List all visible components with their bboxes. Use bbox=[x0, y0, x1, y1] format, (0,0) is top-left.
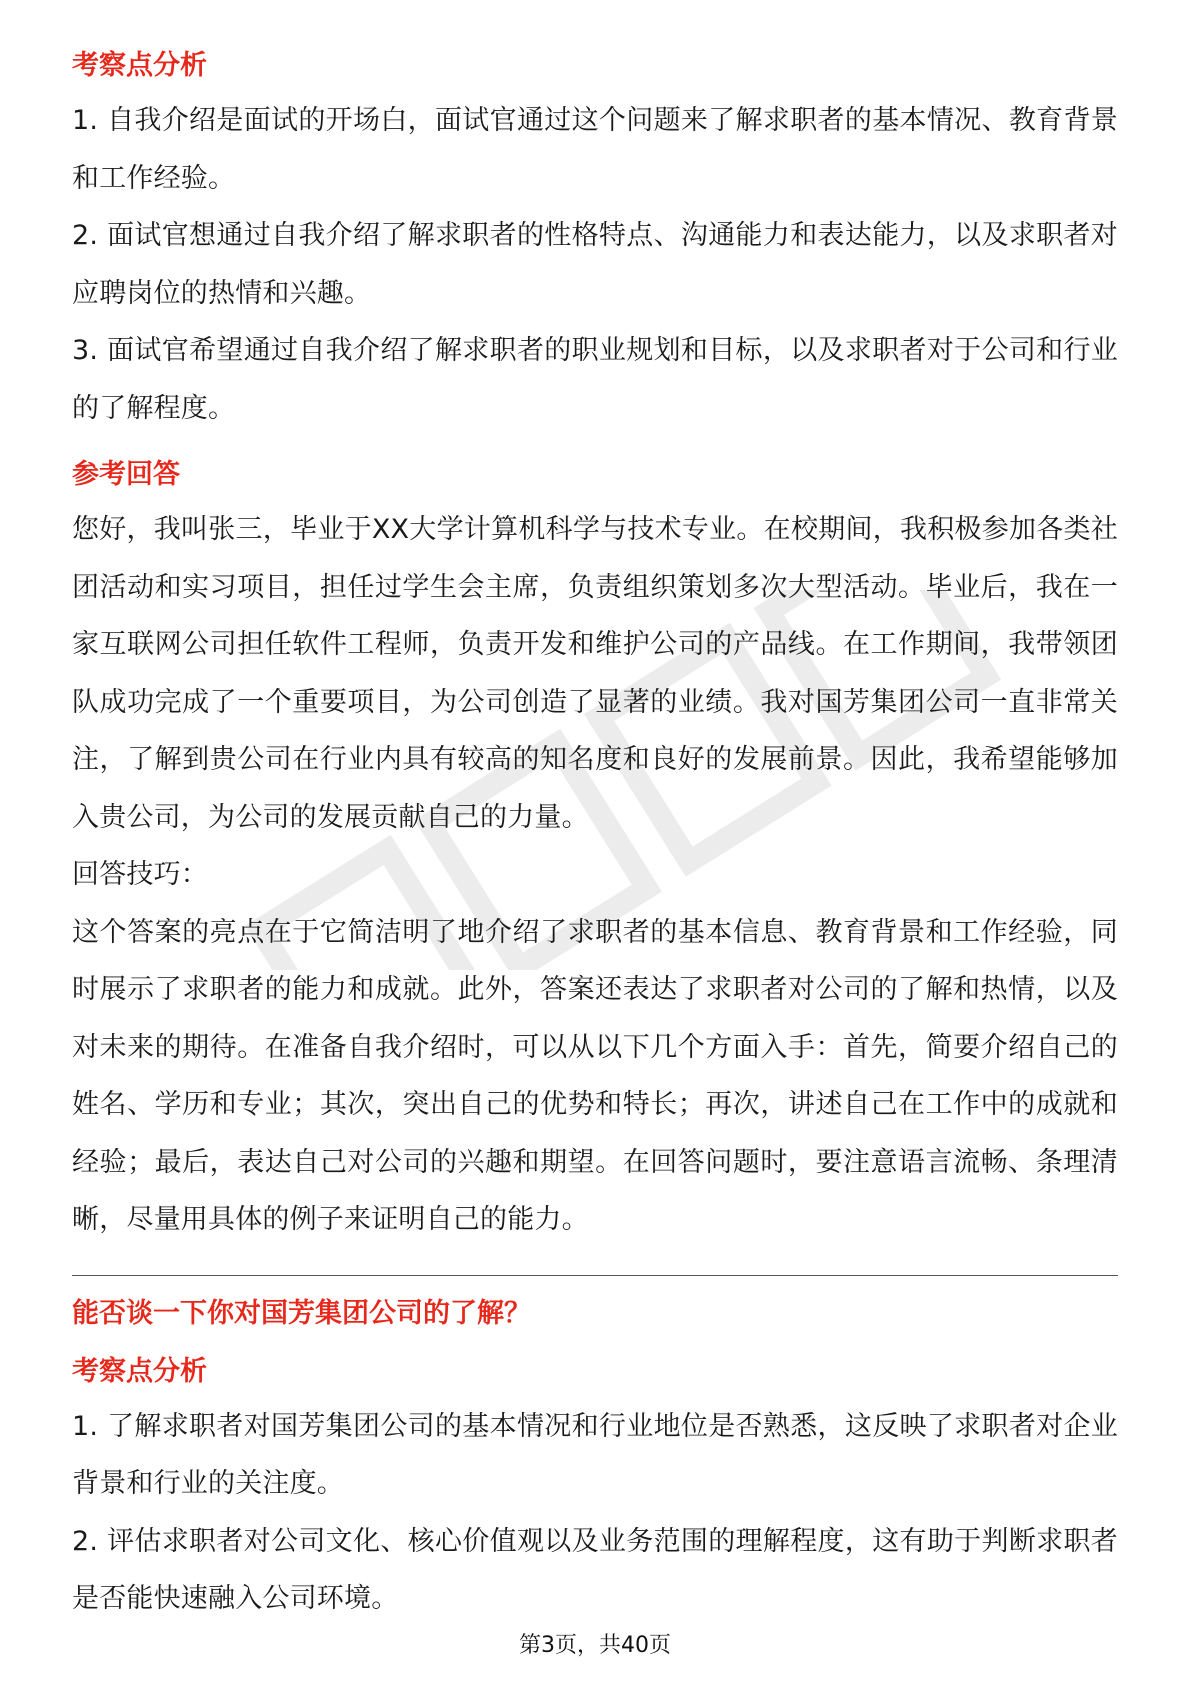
analysis-heading: 考察点分析 bbox=[72, 1355, 207, 1387]
analysis-item: 1. 了解求职者对国芳集团公司的基本情况和行业地位是否熟悉，这反映了求职者对企业背景和行业的关注度。 bbox=[72, 1410, 1118, 1499]
analysis-item: 3. 面试官希望通过自我介绍了解求职者的职业规划和目标，以及求职者对于公司和行业的了解程度。 bbox=[72, 335, 1118, 424]
tips-label: 回答技巧： bbox=[72, 859, 208, 890]
answer-text: 您好，我叫张三，毕业于XX大学计算机科学与技术专业。在校期间，我积极参加各类社团活动和实习项目，担任过学生会主席，负责组织策划多次大型活动。毕业后，我在一家互联网公司担任软件工程师，负责开发和维护公司的产品线。在工作期间，我带领团队成功完成了一个重要项目，为公司创造了显著的业绩。我对国芳集团公司一直非常关注，了解到贵公司在行业内具有较高的知名度和良好的发展前景。因此，我希望能够加入贵公司，为公司的发展贡献自己的力量。 bbox=[72, 514, 1118, 833]
answer-heading: 参考回答 bbox=[72, 459, 180, 490]
document-page bbox=[72, 46, 1118, 1628]
section-divider bbox=[72, 1275, 1118, 1276]
analysis-item: 1. 自我介绍是面试的开场白，面试官通过这个问题来了解求职者的基本情况、教育背景和工作经验。 bbox=[72, 105, 1118, 194]
analysis-heading: 考察点分析 bbox=[72, 50, 207, 81]
question-heading: 能否谈一下你对国芳集团公司的了解？ bbox=[72, 1297, 531, 1329]
analysis-item: 2. 面试官想通过自我介绍了解求职者的性格特点、沟通能力和表达能力，以及求职者对应聘岗位的热情和兴趣。 bbox=[72, 220, 1118, 309]
analysis-item: 2. 评估求职者对公司文化、核心价值观以及业务范围的理解程度，这有助于判断求职者是否能快速融入公司环境。 bbox=[72, 1525, 1118, 1614]
page-number: 第3页，共40页 bbox=[519, 1633, 671, 1658]
tips-text: 这个答案的亮点在于它简洁明了地介绍了求职者的基本信息、教育背景和工作经验，同时展示了求职者的能力和成就。此外，答案还表达了求职者对公司的了解和热情，以及对未来的期待。在准备自我介绍时，可以从以下几个方面入手：首先，简要介绍自己的姓名、学历和专业；其次，突出自己的优势和特长；再次，讲述自己在工作中的成就和经验；最后，表达自己对公司的兴趣和期望。在回答问题时，要注意语言流畅、条理清晰，尽量用具体的例子来证明自己的能力。 bbox=[72, 916, 1118, 1235]
